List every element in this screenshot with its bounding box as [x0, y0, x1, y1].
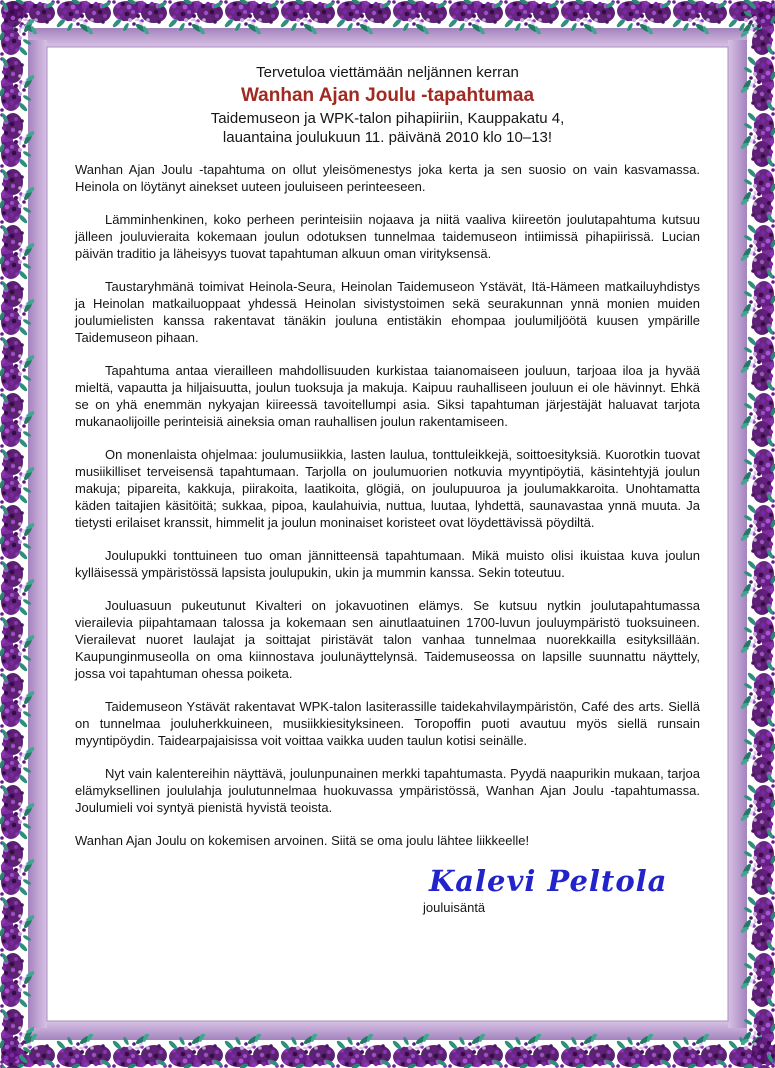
- paragraph: Wanhan Ajan Joulu -tapahtuma on ollut yleisömenestys joka kerta ja sen suosio on vain kasvamassa. Heinola on löytänyt ainekset uuteen jouluiseen perinteeseen.: [75, 162, 700, 194]
- paragraph: Taustaryhmänä toimivat Heinola-Seura, Heinolan Taidemuseon Ystävät, Itä-Hämeen matkailuyhdistys ja Heinolan matkailuoppaat yhdessä Heinolan sivistystoimen sekä seurakunnan ynnä monien muiden joulumielisten kanssa rakentavat tänäkin jouluna entistäkin ehompaa joulumiljöötä kuusen ympärille Taidemuseon pihaan.: [75, 279, 700, 345]
- paragraph: Taidemuseon Ystävät rakentavat WPK-talon lasiterassille taidekahvilaympäristön, Café des arts. Siellä on tunnelmaa jouluherkkuineen, musiikkiesityksineen. Toropoffin puoti avautuu myös siellä runsain myyntipöydin. Taidearpajaisissa voit voittaa vaikka uuden taulun kotisi seinälle.: [75, 699, 700, 748]
- paragraph: Joulupukki tonttuineen tuo oman jännitteensä tapahtumaan. Mikä muisto olisi ikuistaa kuva joulun kylläisessä ympäristössä lapsista joulupukin, ukin ja mummin kanssa. Sekin toteutuu.: [75, 548, 700, 580]
- header-welcome-line: Tervetuloa viettämään neljännen kerran: [256, 64, 519, 81]
- paragraph: Jouluasuun pukeutunut Kivalteri on jokavuotinen elämys. Se kutsuu nytkin joulutapahtumassa vierailevia piipahtamaan talossa ja kokemaan sen ainutlaatuinen 1700-luvun jouluympäristö tuoksuineen. Vierailevat nuoret laulajat ja soittajat piristävät talon vanhaa tunnelmaa nuorekkailla esityksillään. Kaupunginmuseolla on oma kiinnostava joulunäyttelynsä. Taidemuseossa on lapsille suunnattu näyttely, jossa voi tapahtuman ohessa poiketa.: [75, 598, 700, 681]
- header-date-line: lauantaina joulukuun 11. päivänä 2010 klo 10–13!: [222, 129, 553, 146]
- signature-block: [423, 865, 700, 916]
- paragraph: Nyt vain kalentereihin näyttävä, joulunpunainen merkki tapahtumasta. Pyydä naapurikin mukaan, tarjoa elämyksellinen joululahja joulutunnelmaa huokuvassa ympäristössä, Wanhan Ajan Joulu -tapahtumassa. Joulumieli voi syntyä pienistä hyvistä teoista.: [75, 766, 700, 815]
- paragraph: Lämminhenkinen, koko perheen perinteisiin nojaava ja niitä vaaliva kiireetön joulutapahtuma kutsuu jälleen jouluvieraita kokemaan joulun odotuksen tunnelmaa taidemuseon intiimissä pihapiirissä. Lucian päivän traditio ja läheisyys tuovat tapahtuman alkuun oman virityksensä.: [75, 212, 700, 261]
- letter-content: [47, 47, 728, 1021]
- paragraph: Tapahtuma antaa vierailleen mahdollisuuden kurkistaa taianomaiseen jouluun, tarjoaa iloa ja hyvää mieltä, vapautta ja hiljaisuutta, joulun tuoksuja ja makuja. Kaipuu rauhalliseen jouluun ei ole hävinnyt. Ehkä se on yhä enemmän nykyajan kiireessä tavoitellumpi asia. Siksi tapahtuman järjestäjät haluavat tarjota mukanaolijoille perinteisiä aineksia oman rauhallisen joulun rakentamiseen.: [75, 363, 700, 429]
- letter-body: [75, 161, 700, 849]
- letter-header: [75, 63, 700, 147]
- event-title: Wanhan Ajan Joulu -tapahtumaa: [240, 85, 535, 106]
- signature-role: jouluisäntä: [423, 900, 486, 915]
- signature-name: Kalevi Peltola: [429, 864, 668, 898]
- closing-line: Wanhan Ajan Joulu on kokemisen arvoinen. Siitä se oma joulu lähtee liikkeelle!: [75, 833, 530, 848]
- header-location-line: Taidemuseon ja WPK-talon pihapiiriin, Kauppakatu 4,: [210, 110, 565, 127]
- paragraph: On monenlaista ohjelmaa: joulumusiikkia, lasten laulua, tonttuleikkejä, soittoesityksiä. Kuorotkin tuovat musiikilliset terveisensä tapahtumaan. Tarjolla on joulumuorien notkuvia myyntipöytiä, käsintehtyjä joulun makuja; pipareita, kakkuja, piirakoita, laatikoita, glögiä, on joulupuuroa ja joulumakkaroita. Unohtamatta käden taitajien käsitöitä; sukkaa, pipoa, kaulahuivia, nuttua, luutaa, lyhdettä, saunavastaa ynnä muuta. Ja tietysti erilaiset kranssit, himmelit ja joulun moninaiset koristeet ovat löydettävissä pöydiltä.: [75, 447, 700, 530]
